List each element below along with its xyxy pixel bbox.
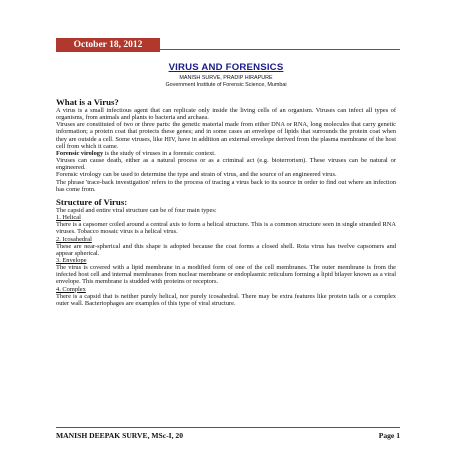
paragraph-envelope: The virus is covered with a lipid membrane in a modified form of one of the cell membranes. The outer membrane is from the infected host cell and internal membranes from nuclear membrane or endoplasmic reticulum forming a lipid bilayer known as a viral envelope. This membrane is studded with proteins or receptors. [56,264,396,286]
footer-rule [56,427,400,428]
header-rule [160,49,400,50]
subheading-icosahedral: 2. Icosahedral [56,235,92,243]
paragraph-icosahedral: These are near-spherical and this shape is adopted because the coat forms a closed shell. Rota virus has twelve capsomers and appear spherical. [56,242,396,257]
body-content [56,97,396,307]
paragraph-complex: There is a capsid that is neither purely helical, nor purely icosahedral. There may be extra features like protein tails or a complex outer wall. Bacteriophages are examples of this type of viral structure. [56,292,396,307]
subheading-helical: 1. Helical [56,214,81,222]
paragraph: The capsid and entire viral structure can be of four main types: [56,206,217,214]
paragraph: A virus is a small infectious agent that can replicate only inside the living cells of an organism. Viruses can infect all types of organisms, from animals and plants to bacteria and archaea. [56,107,396,122]
section-heading-what-is-virus: What is a Virus? [56,97,119,107]
paragraph: Forensic virology can be used to determine the type and strain of virus, and the source of an engineered virus. [56,171,337,179]
definition-text: is the study of viruses in a forensic context. [103,149,216,157]
paragraph-helical: There is a capsomer coiled around a central axis to form a helical structure. This is a common structure seen in single stranded RNA viruses. Tobacco mosaic virus is a helical virus. [56,221,396,236]
date-banner: October 18, 2012 [56,38,160,52]
subheading-envelope: 3. Envelope [56,256,87,264]
term-forensic-virology: Forensic virology [56,149,104,157]
authors-line: MANISH SURVE, PRADIP HIRAPURE [179,75,273,81]
paragraph: The phrase 'trace-back investigation' refers to the process of tracing a virus back to its source in order to find out where an infection has come from. [56,178,396,193]
footer-author: MANISH DEEPAK SURVE, MSc-I, 20 [56,431,184,440]
subheading-complex: 4. Complex [56,285,86,293]
document-title: VIRUS AND FORENSICS [168,62,284,73]
paragraph-forensic-virology [56,150,396,157]
paragraph: Viruses are constituted of two or three parts: the genetic material made from either DNA or RNA, long molecules that carry genetic information; a protein coat that protects these genes; and in some cases an envelope of lipids that surrounds the protein coat when they are outside a cell. Some viruses, like HIV, have in addition an external envelope derived from the plasma membrane of the host cell from which it came. [56,121,396,150]
section-heading-structure: Structure of Virus: [56,196,128,207]
paragraph: Viruses can cause death, either as a natural process or as a criminal act (e.g. bioterrorism). These viruses can be natural or engineered. [56,157,396,172]
page-number: Page 1 [378,431,400,440]
institute-line: Government Institute of Forensic Science, Mumbai [165,82,287,88]
